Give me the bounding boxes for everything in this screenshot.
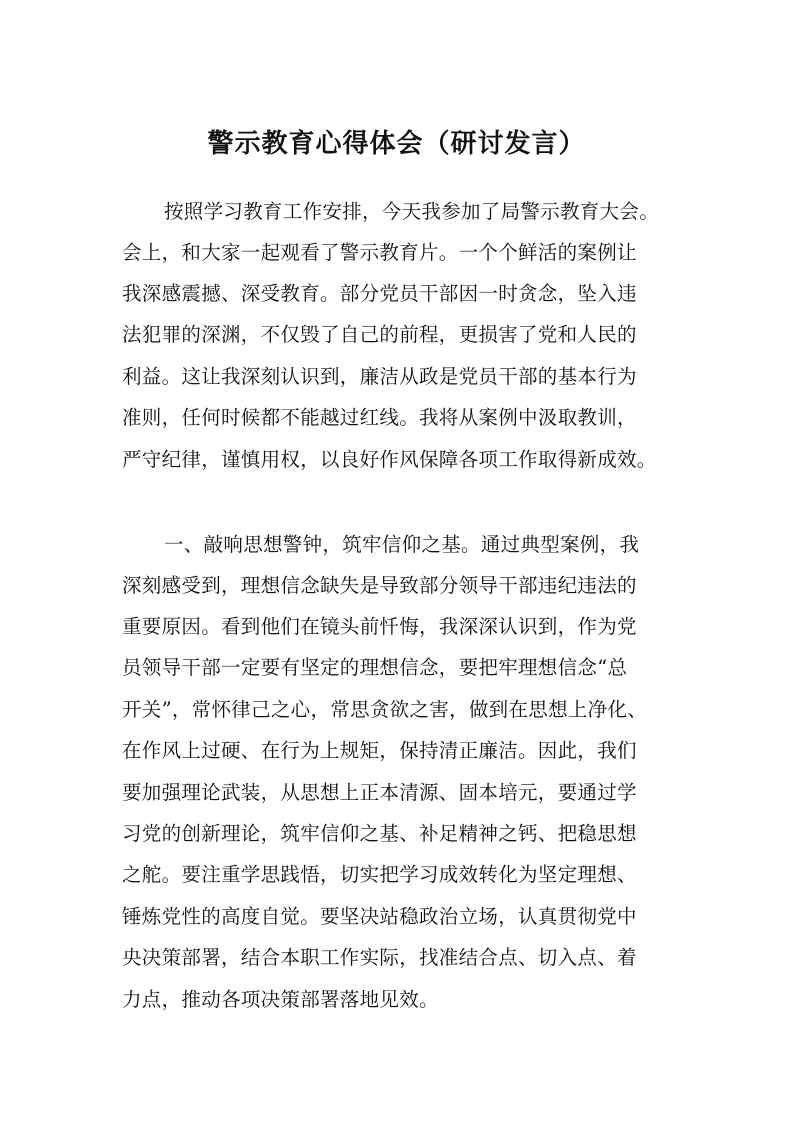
paragraph-line: 央决策部署，结合本职工作实际，找准结合点、切入点、着 xyxy=(122,946,637,969)
paragraph-line: 要加强理论武装，从思想上正本清源、固本培元，要通过学 xyxy=(122,781,637,804)
paragraph-line: 一、敲响思想警钟，筑牢信仰之基。通过典型案例，我 xyxy=(164,533,640,556)
paragraph-line: 锤炼党性的高度自觉。要坚决站稳政治立场，认真贯彻党中 xyxy=(122,905,637,928)
paragraph-line: 之舵。要注重学思践悟，切实把学习成效转化为坚定理想、 xyxy=(122,863,637,886)
paragraph-line: 准则，任何时候都不能越过红线。我将从案例中汲取教训， xyxy=(122,406,637,429)
paragraph-line: 开关”，常怀律己之心，常思贪欲之害，做到在思想上净化、 xyxy=(122,698,648,721)
paragraph-line: 员领导干部一定要有坚定的理想信念，要把牢理想信念“总 xyxy=(122,656,628,679)
paragraph-line: 深刻感受到，理想信念缺失是导致部分领导干部违纪违法的 xyxy=(122,574,637,597)
paragraph-line: 重要原因。看到他们在镜头前忏悔，我深深认识到，作为党 xyxy=(122,615,637,638)
paragraph-line: 按照学习教育工作安排，今天我参加了局警示教育大会。 xyxy=(164,200,660,223)
paragraph-line: 在作风上过硬、在行为上规矩，保持清正廉洁。因此，我们 xyxy=(122,739,637,762)
paragraph-line: 会上，和大家一起观看了警示教育片。一个个鲜活的案例让 xyxy=(122,241,637,264)
paragraph-line: 习党的创新理论，筑牢信仰之基、补足精神之钙、把稳思想 xyxy=(122,822,637,845)
paragraph-line: 法犯罪的深渊，不仅毁了自己的前程，更损害了党和人民的 xyxy=(122,323,637,346)
paragraph-line: 严守纪律，谨慎用权，以良好作风保障各项工作取得新成效。 xyxy=(122,448,657,471)
paragraph-line: 我深感震撼、深受教育。部分党员干部因一时贪念，坠入违 xyxy=(122,282,637,305)
paragraph-line: 利益。这让我深刻认识到，廉洁从政是党员干部的基本行为 xyxy=(122,365,637,388)
paragraph-line: 力点，推动各项决策部署落地见效。 xyxy=(122,988,439,1011)
document-title: 警示教育心得体会（研讨发言） xyxy=(207,129,586,159)
